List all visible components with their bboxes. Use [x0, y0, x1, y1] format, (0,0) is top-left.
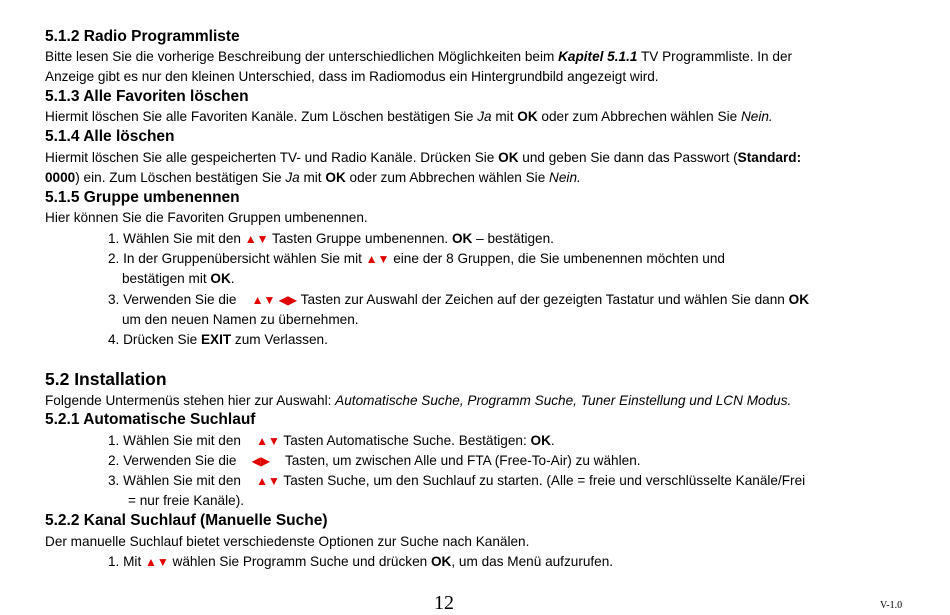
paragraph-line: Anzeige gibt es nur den kleinen Unterschied, dass im Radiomodus ein Hintergrundbild angezeigt wird.: [45, 69, 659, 84]
heading-5-1-5: 5.1.5 Gruppe umbenennen: [45, 189, 240, 206]
up-down-arrows-icon: ▲▼: [244, 232, 269, 246]
direction-arrows-icon: ▲▼ ◀▶: [251, 293, 298, 307]
paragraph-line: Der manuelle Suchlauf bietet verschiedenste Optionen zur Suche nach Kanälen.: [45, 534, 530, 549]
list-item: 4. Drücken Sie EXIT zum Verlassen.: [108, 332, 328, 347]
heading-5-1-3: 5.1.3 Alle Favoriten löschen: [45, 88, 249, 105]
up-down-arrows-icon: ▲▼: [256, 434, 280, 448]
heading-5-1-4: 5.1.4 Alle löschen: [45, 128, 175, 145]
up-down-arrows-icon: ▲▼: [145, 555, 169, 569]
paragraph-line: Hier können Sie die Favoriten Gruppen umbenennen.: [45, 210, 368, 225]
list-item: 3. Wählen Sie mit den ▲▼ Tasten Suche, um den Suchlauf zu starten. (Alle = freie und verschlüsselte Kanäle/Frei: [108, 473, 806, 488]
version-label: V-1.0: [880, 600, 903, 611]
list-item: 1. Wählen Sie mit den ▲▼ Tasten Gruppe umbenennen. OK – bestätigen.: [108, 231, 554, 246]
heading-5-2-1: 5.2.1 Automatische Suchlauf: [45, 411, 256, 428]
list-item-continuation: um den neuen Namen zu übernehmen.: [122, 312, 359, 327]
page-number: 12: [434, 592, 454, 614]
up-down-arrows-icon: ▲▼: [365, 252, 390, 266]
list-item: 2. Verwenden Sie die ◀▶ Tasten, um zwischen Alle und FTA (Free-To-Air) zu wählen.: [108, 453, 641, 468]
paragraph-line: Bitte lesen Sie die vorherige Beschreibung der unterschiedlichen Möglichkeiten beim Kapitel 5.1.1 TV Programmliste. In der: [45, 49, 793, 64]
list-item: 1. Wählen Sie mit den ▲▼ Tasten Automatische Suche. Bestätigen: OK.: [108, 433, 555, 448]
list-item: 1. Mit ▲▼ wählen Sie Programm Suche und drücken OK, um das Menü aufzurufen.: [108, 554, 614, 569]
list-item: 2. In der Gruppenübersicht wählen Sie mit ▲▼ eine der 8 Gruppen, die Sie umbenennen möchten und: [108, 251, 725, 266]
heading-5-2-2: 5.2.2 Kanal Suchlauf (Manuelle Suche): [45, 512, 328, 529]
left-right-arrows-icon: ◀▶: [251, 454, 271, 468]
list-item-continuation: = nur freie Kanäle).: [128, 493, 244, 508]
up-down-arrows-icon: ▲▼: [256, 474, 280, 488]
paragraph-line: 0000) ein. Zum Löschen bestätigen Sie Ja mit OK oder zum Abbrechen wählen Sie Nein.: [45, 170, 581, 185]
list-item: 3. Verwenden Sie die ▲▼ ◀▶ Tasten zur Auswahl der Zeichen auf der gezeigten Tastatur und wählen Sie dann OK: [108, 292, 810, 307]
paragraph-line: Hiermit löschen Sie alle gespeicherten TV- und Radio Kanäle. Drücken Sie OK und geben Sie dann das Passwort (Standard:: [45, 150, 802, 165]
paragraph-line: Folgende Untermenüs stehen hier zur Auswahl: Automatische Suche, Programm Suche, Tuner Einstellung und LCN Modus.: [45, 393, 792, 408]
paragraph-line: Hiermit löschen Sie alle Favoriten Kanäle. Zum Löschen bestätigen Sie Ja mit OK oder zum Abbrechen wählen Sie Nein.: [45, 109, 773, 124]
heading-5-1-2: 5.1.2 Radio Programmliste: [45, 28, 240, 45]
heading-5-2: 5.2 Installation: [45, 369, 167, 389]
list-item-continuation: bestätigen mit OK.: [122, 271, 235, 286]
